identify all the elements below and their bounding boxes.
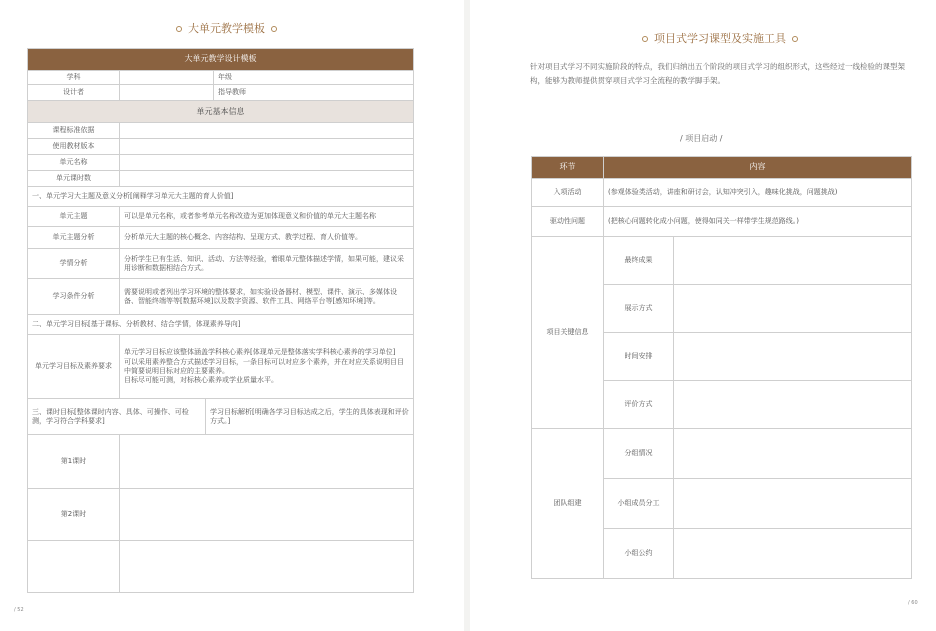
section-1-title: 一、单元学习大主题及意义分析[阐释学习单元大主题的育人价值] <box>28 187 414 207</box>
section-2-title: 二、单元学习目标[基于课标、分析教材、结合学情，体现素养导向] <box>28 315 414 335</box>
left-page-number: / 52 <box>14 607 24 613</box>
project-start-table: 环节 内容 入项活动 (参观体验类活动，讲座和研讨会，认知冲突引入，趣味化挑战，问题挑战) 驱动性问题 (把核心问题转化成小问题，使得如同关一样带学生规范路线。) 项目关键信息 最终成果 展示方式 时间安排 评价方式 团队组建 分组情况 小组成员分工 小组公约 <box>531 156 912 579</box>
right-page-number: / 60 <box>908 600 918 606</box>
circle-icon <box>642 36 648 42</box>
team-group: 团队组建 <box>532 429 604 579</box>
circle-icon <box>792 36 798 42</box>
circle-icon <box>176 26 182 32</box>
unit-design-table: 大单元教学设计模板 学科 年级 设计者 指导教师 单元基本信息 课程标准依据 使用教材版本 单元名称 单元课时数 一、单元学习大主题及意义分析[阐释学习单元大主题的育人价值] 单元主题 可以是单元名称，或者参考单元名称改造为更加体现意义和价值的单元大主题名称 单元主题分析 分析单元大主题的核心概念、内容结构、呈现方式、教学过程、育人价值等。 学情分析 分析学生已有生活、知识、活动、方法等经验，着眼单元整体描述学情，如果可能，建议采用诊断和数据相结合方式。 学习条件分析 需要说明或者列出学习环境的整体要求，如实验设备器材、模型、课件、演示、多媒体设备、智能终端等等[数据环境]以及数字资源、软件工具、网络平台等[感知环境]等。 二、单元学习目标[基于课标、分析教材、结合学情，体现素养导向] 单元学习目标及素养要求 单元学习目标应该整体涵盖学科核心素养[体现单元是整体落实学科核心素养的学习单位] 可以采用素养整合方式描述学习目标，一条目标可以对应多个素养，并在对应关系说明目目中简要说明目标对应的主要素养。 目标尽可能可测，对标核心素养或学业质量水平。 三、课时目标[整体课时内容、具体、可操作、可检测，学习符合学科要求] 学习目标解析[明确各学习目标达成之后，学生的具体表现和评价方式。] 第1课时 第2课时 <box>27 48 414 593</box>
left-page-title: 大单元教学模板 <box>170 20 283 36</box>
unit-info-header: 单元基本信息 <box>28 101 414 123</box>
table-header: 大单元教学设计模板 <box>28 49 414 71</box>
right-page-title: 项目式学习课型及实施工具 <box>636 30 804 46</box>
section-subtitle: / 项目启动 / <box>680 134 723 143</box>
section-3-analysis: 学习目标解析[明确各学习目标达成之后，学生的具体表现和评价方式。] <box>206 399 414 435</box>
circle-icon <box>271 26 277 32</box>
goal-description: 单元学习目标应该整体涵盖学科核心素养[体现单元是整体落实学科核心素养的学习单位] 可以采用素养整合方式描述学习目标，一条目标可以对应多个素养，并在对应关系说明目目中简要说明目标对应的主要素养。 目标尽可能可测，对标核心素养或学业质量水平。 <box>120 335 414 399</box>
key-info-group: 项目关键信息 <box>532 237 604 429</box>
section-3-title: 三、课时目标[整体课时内容、具体、可操作、可检测，学习符合学科要求] <box>28 399 206 435</box>
intro-paragraph: 针对项目式学习不同实施阶段的特点，我们归纳出五个阶段的项目式学习的组织形式，这些经过一线检验的课型架构，能够为教师提供贯穿项目式学习全流程的教学脚手架。 <box>530 62 905 86</box>
